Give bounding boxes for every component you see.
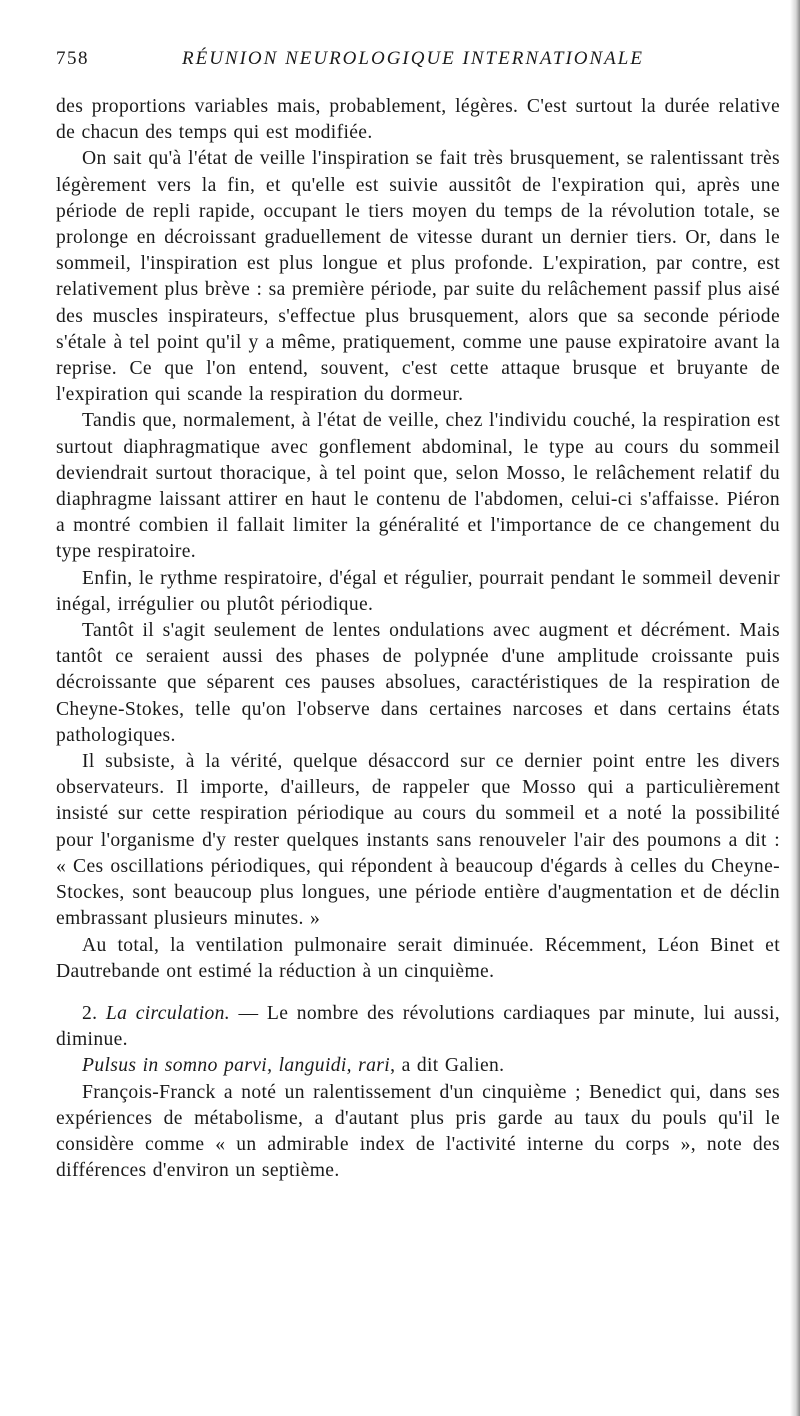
galien-quote	[56, 1053, 780, 1079]
paragraph-3: Tandis que, normalement, à l'état de veille, chez l'individu couché, la respiration est surtout diaphragmatique avec gonflement abdominal, le type au cours du sommeil deviendrait surtout thoracique, à tel point que, selon Mosso, le relâchement relatif du diaphragme laissant attirer en haut le contenu de l'abdomen, celui-ci s'affaisse. Piéron a montré combien il fallait limiter la généralité et l'importance de ce changement du type respiratoire.	[56, 410, 780, 563]
book-page	[56, 48, 780, 1184]
section-number: 2.	[82, 1002, 98, 1024]
latin-quote: Pulsus in somno parvi, languidi, rari	[82, 1055, 391, 1077]
section-title: La circulation.	[105, 1002, 231, 1024]
paragraph-6: Il subsiste, à la vérité, quelque désaccord sur ce dernier point entre les divers observateurs. Il importe, d'ailleurs, de rappeler que Mosso qui a particulièrement insisté sur cette respiration périodique au cours du sommeil et a noté la possibilité pour l'organisme d'y rester quelques instants sans renouveler l'air des poumons a dit : « Ces oscillations périodiques, qui répondent à beaucoup d'égards à celles du Cheyne-Stockes, sont beaucoup plus longues, une période entière d'augmentation et de déclin embrassant plusieurs minutes. »	[56, 751, 780, 930]
page-edge-shadow	[790, 0, 800, 1416]
paragraph-4: Enfin, le rythme respiratoire, d'égal et régulier, pourrait pendant le sommeil devenir inégal, irrégulier ou plutôt périodique.	[56, 567, 780, 615]
page-header	[56, 48, 780, 78]
section-text: — Le nombre des révolutions cardiaques par minute, lui aussi, diminue.	[56, 1002, 781, 1051]
paragraph-final: François-Franck a noté un ralentissement d'un cinquième ; Benedict qui, dans ses expériences de métabolisme, a d'autant plus pris garde au taux du pouls qu'il le considère comme « un admirable index de l'activité interne du corps », note des différences d'environ un septième.	[56, 1081, 780, 1182]
quote-attribution: , a dit Galien.	[390, 1055, 505, 1077]
paragraph-2: On sait qu'à l'état de veille l'inspiration se fait très brusquement, se ralentissant très légèrement vers la fin, et qu'elle est suivie aussitôt de l'expiration qui, après une période de repli rapide, occupant le tiers moyen du temps de la révolution totale, se prolonge en décroissant graduellement de vitesse durant un dernier tiers. Or, dans le sommeil, l'inspiration est plus longue et plus profonde. L'expiration, par contre, est relativement plus brève : sa première période, par suite du relâchement passif plus aisé des muscles inspirateurs, s'effectue plus brusquement, alors que sa seconde période s'étale à tel point qu'il y a même, pratiquement, comme une pause expiratoire avant la reprise. Ce que l'on entend, souvent, c'est cette attaque brusque et bruyante de l'expiration qui scande la respiration du dormeur.	[56, 148, 780, 406]
running-head: RÉUNION NEUROLOGIQUE INTERNATIONALE	[182, 48, 644, 69]
paragraph-1: des proportions variables mais, probablement, légères. C'est surtout la durée relative de chacun des temps qui est modifiée.	[56, 96, 780, 144]
body-text	[56, 94, 780, 1184]
page-number: 758	[56, 48, 89, 69]
section-circulation	[56, 1001, 780, 1053]
paragraph-7: Au total, la ventilation pulmonaire serait diminuée. Récemment, Léon Binet et Dautrebande ont estimé la réduction à un cinquième.	[56, 934, 780, 982]
paragraph-5: Tantôt il s'agit seulement de lentes ondulations avec augment et décrément. Mais tantôt ce seraient aussi des phases de polypnée d'une amplitude croissante puis décroissante que séparent ces pauses absolues, caractéristiques de la respiration de Cheyne-Stokes, telle qu'on l'observe dans certaines narcoses et dans certains états pathologiques.	[56, 620, 780, 746]
